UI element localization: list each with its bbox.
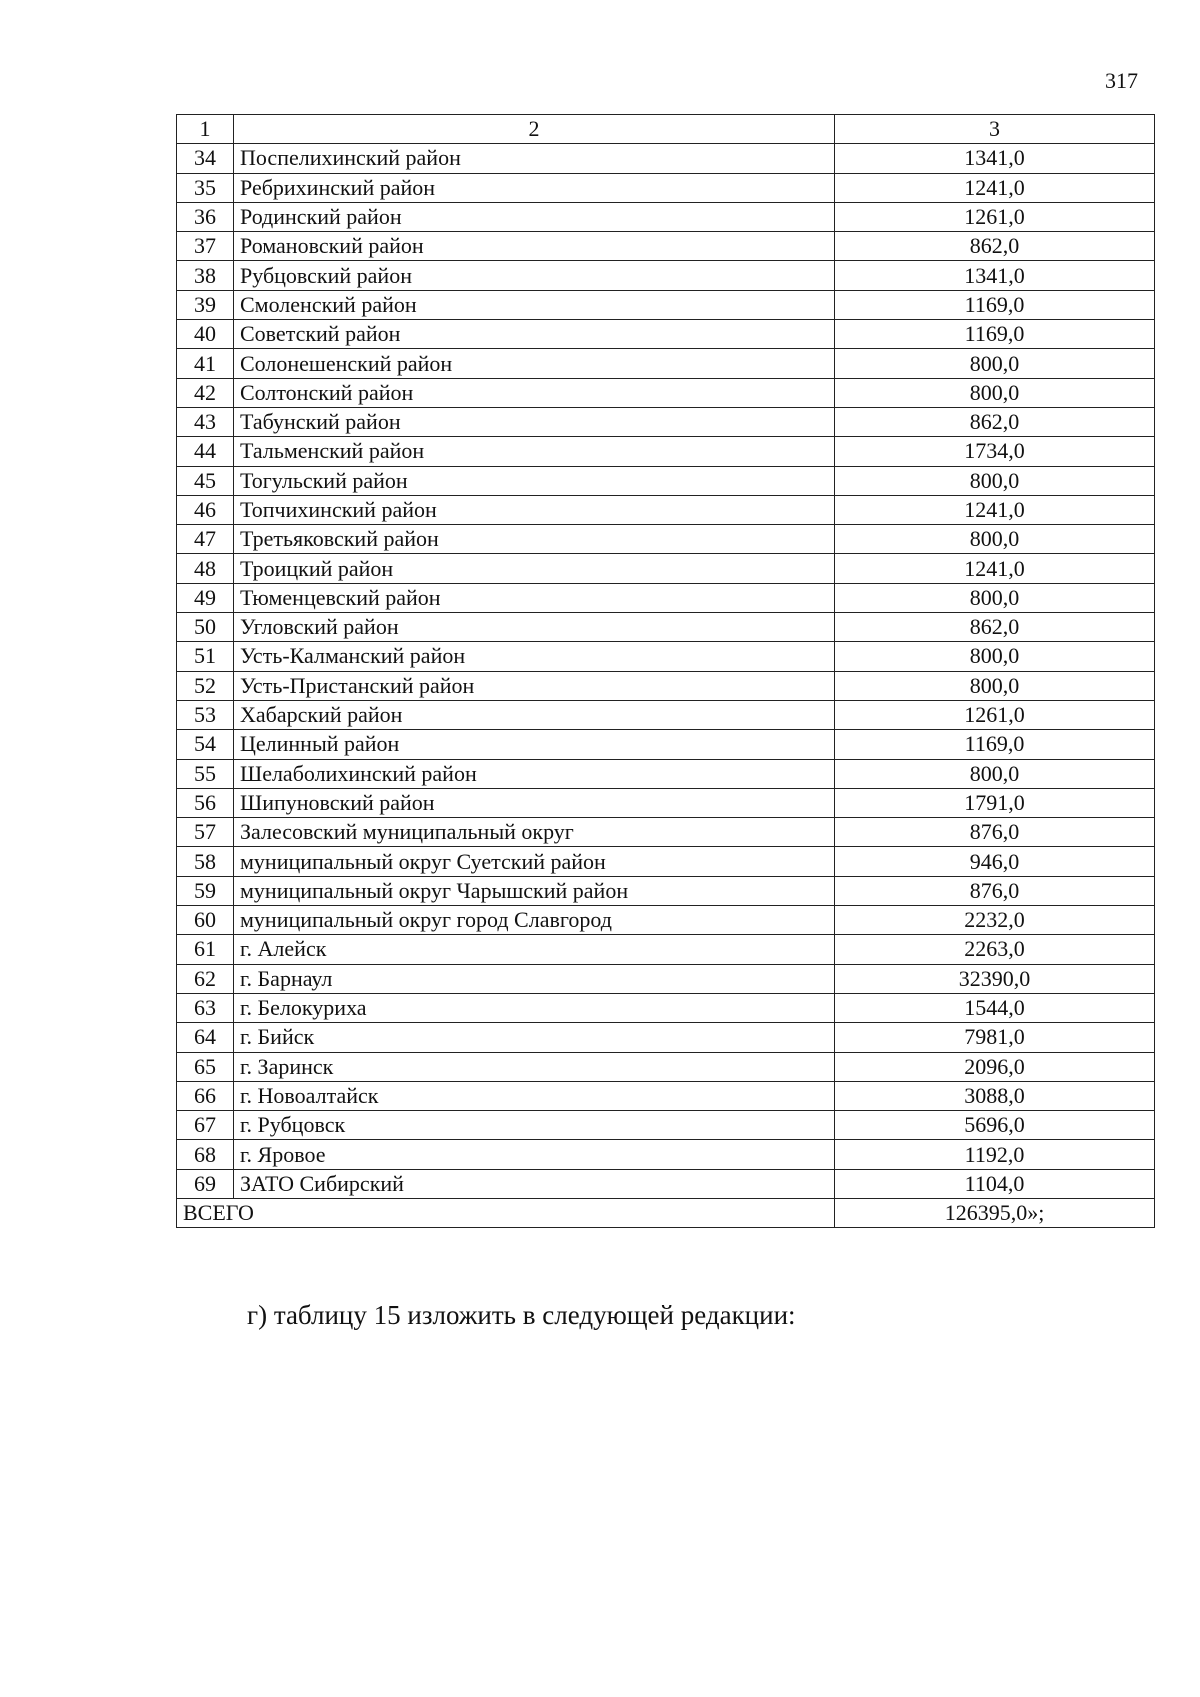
row-name-cell: Табунский район [234,407,835,436]
row-amount-cell: 1791,0 [835,788,1155,817]
row-number-cell: 57 [177,818,234,847]
table-row [177,525,1155,554]
row-amount-cell: 1241,0 [835,495,1155,524]
table-row [177,1111,1155,1140]
row-number-cell: 62 [177,964,234,993]
row-amount-cell: 800,0 [835,583,1155,612]
row-amount-cell: 862,0 [835,407,1155,436]
table-header-row [177,115,1155,144]
table-row [177,144,1155,173]
header-cell-amount: 3 [835,115,1155,144]
row-name-cell: Поспелихинский район [234,144,835,173]
row-name-cell: Хабарский район [234,700,835,729]
row-number-cell: 41 [177,349,234,378]
table-row [177,847,1155,876]
row-name-cell: г. Алейск [234,935,835,964]
row-amount-cell: 5696,0 [835,1111,1155,1140]
table-row [177,935,1155,964]
row-amount-cell: 1261,0 [835,202,1155,231]
row-name-cell: Троицкий район [234,554,835,583]
table-row [177,1081,1155,1110]
row-name-cell: муниципальный округ город Славгород [234,906,835,935]
row-number-cell: 49 [177,583,234,612]
row-name-cell: Тальменский район [234,437,835,466]
row-name-cell: Топчихинский район [234,495,835,524]
row-amount-cell: 2096,0 [835,1052,1155,1081]
footer-instruction: г) таблицу 15 изложить в следующей редакции: [247,1300,796,1330]
row-number-cell: 67 [177,1111,234,1140]
row-number-cell: 45 [177,466,234,495]
row-amount-cell: 800,0 [835,671,1155,700]
row-number-cell: 37 [177,232,234,261]
row-number-cell: 39 [177,290,234,319]
table-row [177,1140,1155,1169]
row-name-cell: г. Новоалтайск [234,1081,835,1110]
row-name-cell: г. Рубцовск [234,1111,835,1140]
row-amount-cell: 800,0 [835,525,1155,554]
row-name-cell: ЗАТО Сибирский [234,1169,835,1198]
row-name-cell: Солтонский район [234,378,835,407]
row-number-cell: 61 [177,935,234,964]
table-row [177,1052,1155,1081]
row-number-cell: 35 [177,173,234,202]
row-amount-cell: 1169,0 [835,730,1155,759]
row-number-cell: 47 [177,525,234,554]
row-name-cell: Залесовский муниципальный округ [234,818,835,847]
table-row [177,1169,1155,1198]
row-amount-cell: 800,0 [835,759,1155,788]
row-number-cell: 51 [177,642,234,671]
row-number-cell: 43 [177,407,234,436]
table-row [177,1023,1155,1052]
row-name-cell: г. Заринск [234,1052,835,1081]
table-row [177,232,1155,261]
row-amount-cell: 800,0 [835,349,1155,378]
row-amount-cell: 3088,0 [835,1081,1155,1110]
table-row [177,642,1155,671]
row-number-cell: 36 [177,202,234,231]
row-amount-cell: 7981,0 [835,1023,1155,1052]
row-number-cell: 53 [177,700,234,729]
table-row [177,466,1155,495]
row-amount-cell: 800,0 [835,466,1155,495]
row-amount-cell: 2232,0 [835,906,1155,935]
row-number-cell: 58 [177,847,234,876]
row-number-cell: 69 [177,1169,234,1198]
row-number-cell: 42 [177,378,234,407]
row-name-cell: Третьяковский район [234,525,835,554]
row-number-cell: 55 [177,759,234,788]
row-name-cell: муниципальный округ Чарышский район [234,876,835,905]
row-number-cell: 38 [177,261,234,290]
row-name-cell: Тюменцевский район [234,583,835,612]
row-amount-cell: 1341,0 [835,261,1155,290]
row-name-cell: Романовский район [234,232,835,261]
total-row [177,1198,1155,1227]
table-row [177,993,1155,1022]
row-amount-cell: 800,0 [835,378,1155,407]
table-row [177,437,1155,466]
table-row [177,378,1155,407]
row-amount-cell: 1169,0 [835,290,1155,319]
row-name-cell: муниципальный округ Суетский район [234,847,835,876]
table-row [177,964,1155,993]
row-name-cell: Солонешенский район [234,349,835,378]
row-name-cell: Родинский район [234,202,835,231]
row-name-cell: Советский район [234,320,835,349]
row-amount-cell: 876,0 [835,818,1155,847]
total-value-cell: 126395,0»; [835,1198,1155,1227]
table-row [177,554,1155,583]
table-row [177,671,1155,700]
row-number-cell: 40 [177,320,234,349]
row-amount-cell: 1169,0 [835,320,1155,349]
table-row [177,730,1155,759]
table-row [177,202,1155,231]
row-number-cell: 65 [177,1052,234,1081]
row-name-cell: Шелаболихинский район [234,759,835,788]
table-row [177,173,1155,202]
table-row [177,261,1155,290]
row-amount-cell: 1734,0 [835,437,1155,466]
row-amount-cell: 946,0 [835,847,1155,876]
table-row [177,349,1155,378]
row-amount-cell: 32390,0 [835,964,1155,993]
row-name-cell: Ребрихинский район [234,173,835,202]
table-row [177,788,1155,817]
row-number-cell: 48 [177,554,234,583]
table-row [177,818,1155,847]
row-amount-cell: 800,0 [835,642,1155,671]
row-name-cell: г. Барнаул [234,964,835,993]
table-row [177,495,1155,524]
table-row [177,290,1155,319]
row-number-cell: 56 [177,788,234,817]
row-name-cell: г. Белокуриха [234,993,835,1022]
row-number-cell: 54 [177,730,234,759]
row-name-cell: Шипуновский район [234,788,835,817]
table-row [177,583,1155,612]
row-name-cell: Рубцовский район [234,261,835,290]
row-name-cell: Целинный район [234,730,835,759]
allocation-table [176,114,1155,1228]
row-number-cell: 44 [177,437,234,466]
row-number-cell: 50 [177,613,234,642]
row-number-cell: 63 [177,993,234,1022]
row-number-cell: 64 [177,1023,234,1052]
total-label-cell: ВСЕГО [177,1198,835,1227]
row-amount-cell: 2263,0 [835,935,1155,964]
row-number-cell: 66 [177,1081,234,1110]
row-amount-cell: 1261,0 [835,700,1155,729]
row-amount-cell: 1241,0 [835,554,1155,583]
row-name-cell: Усть-Пристанский район [234,671,835,700]
page-number: 317 [1105,68,1138,93]
row-amount-cell: 862,0 [835,232,1155,261]
row-name-cell: Тогульский район [234,466,835,495]
table-row [177,320,1155,349]
header-cell-name: 2 [234,115,835,144]
row-amount-cell: 1104,0 [835,1169,1155,1198]
row-name-cell: Смоленский район [234,290,835,319]
row-number-cell: 46 [177,495,234,524]
row-amount-cell: 1341,0 [835,144,1155,173]
row-number-cell: 68 [177,1140,234,1169]
header-cell-number: 1 [177,115,234,144]
row-name-cell: Усть-Калманский район [234,642,835,671]
row-amount-cell: 876,0 [835,876,1155,905]
table-row [177,759,1155,788]
row-number-cell: 60 [177,906,234,935]
row-name-cell: г. Бийск [234,1023,835,1052]
row-name-cell: Угловский район [234,613,835,642]
row-number-cell: 52 [177,671,234,700]
row-amount-cell: 1544,0 [835,993,1155,1022]
row-amount-cell: 1241,0 [835,173,1155,202]
row-amount-cell: 1192,0 [835,1140,1155,1169]
table-body [177,115,1155,1228]
table-row [177,700,1155,729]
row-amount-cell: 862,0 [835,613,1155,642]
row-number-cell: 34 [177,144,234,173]
row-number-cell: 59 [177,876,234,905]
table-row [177,906,1155,935]
table-row [177,876,1155,905]
row-name-cell: г. Яровое [234,1140,835,1169]
table-row [177,613,1155,642]
table-row [177,407,1155,436]
